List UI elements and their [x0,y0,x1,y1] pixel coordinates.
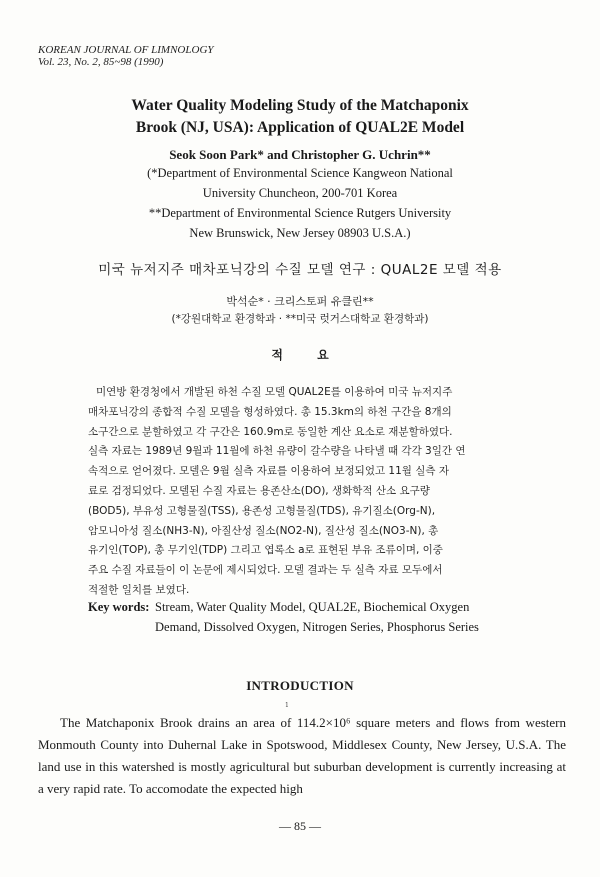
abstract-line: 매차포닉강의 종합적 수질 모델을 형성하였다. 총 15.3km의 하천 구간을 8개의 [88,405,452,418]
keywords-text: Stream, Water Quality Model, QUAL2E, Biochemical Oxygen Demand, Dissolved Oxygen, Nitrogen Series, Phosphorus Series [155,600,479,634]
affiliations [0,163,600,243]
abstract-line: 주요 수질 자료들이 이 논문에 제시되었다. 모델 결과는 두 실측 자료 모두에서 [88,564,443,577]
footnote-mark: 1 [285,702,289,709]
author-list: Seok Soon Park* and Christopher G. Uchrin** [169,147,431,162]
abstract-line: (BOD5), 부유성 고형물질(TSS), 용존성 고형물질(TDS), 유기질소(Org-N), [88,504,436,517]
korean-affiliation: (*강원대학교 환경학과 · **미국 럿거스대학교 환경학과) [171,313,429,325]
affiliation-line: New Brunswick, New Jersey 08903 U.S.A.) [189,226,411,240]
journal-name: KOREAN JOURNAL OF LIMNOLOGY [38,44,214,56]
page-number: — 85 — [279,819,321,833]
journal-header [38,44,214,68]
abstract-line: 적절한 일치를 보였다. [88,583,190,596]
abstract-line: 암모니아성 질소(NH3-N), 아질산성 질소(NO2-N), 질산성 질소(NO3-N), 총 [88,524,439,537]
abstract-line: 속적으로 얻어졌다. 모델은 9월 실측 자료를 이용하여 보정되었고 11월 실측 자 [88,465,450,478]
introduction-paragraph: The Matchaponix Brook drains an area of 114.2×10⁶ square meters and flows from western Monmouth County into Duhernal Lake in Spotswood, Middlesex County, New Jersey, U.S.A. The land use in this watershed is mostly agricultural but suburban development is currently increasing at a very rapid rate. To accomodate the expected high [38,715,566,796]
abstract-line: 미연방 환경청에서 개발된 하천 수질 모델 QUAL2E를 이용하여 미국 뉴저지주 [96,386,453,398]
abstract-line: 소구간으로 분할하였고 각 구간은 160.9m로 동일한 계산 요소로 재분할하였다. [88,425,453,438]
keywords-label: Key words: [88,600,150,614]
abstract-heading: 적 요 [271,348,329,362]
paper-title-line-1: Water Quality Modeling Study of the Matchaponix [131,97,469,114]
korean-authors: 박석순* · 크리스토퍼 유클린** [226,295,374,308]
journal-issue: Vol. 23, No. 2, 85~98 (1990) [38,56,164,68]
korean-title: 미국 뉴저지주 매차포닉강의 수질 모델 연구 : QUAL2E 모델 적용 [98,262,502,278]
korean-abstract [88,383,512,601]
affiliation-line: (*Department of Environmental Science Kangweon National [147,166,453,180]
abstract-line: 유기인(TOP), 총 무기인(TDP) 그리고 엽록소 a로 표현된 부유 조류이며, 이중 [88,544,443,557]
affiliation-line: **Department of Environmental Science Rutgers University [148,206,452,220]
abstract-line: 료로 검정되었다. 모델된 수질 자료는 용존산소(DO), 생화학적 산소 요구량 [88,484,430,497]
paper-title [0,95,600,139]
paper-title-line-2: Brook (NJ, USA): Application of QUAL2E Model [135,119,465,136]
affiliation-line: University Chuncheon, 200-701 Korea [202,186,398,200]
abstract-line: 실측 자료는 1989년 9월과 11월에 하천 유량이 갈수량을 나타낼 때 각각 3일간 연 [88,445,466,458]
introduction-heading: INTRODUCTION [246,678,354,693]
